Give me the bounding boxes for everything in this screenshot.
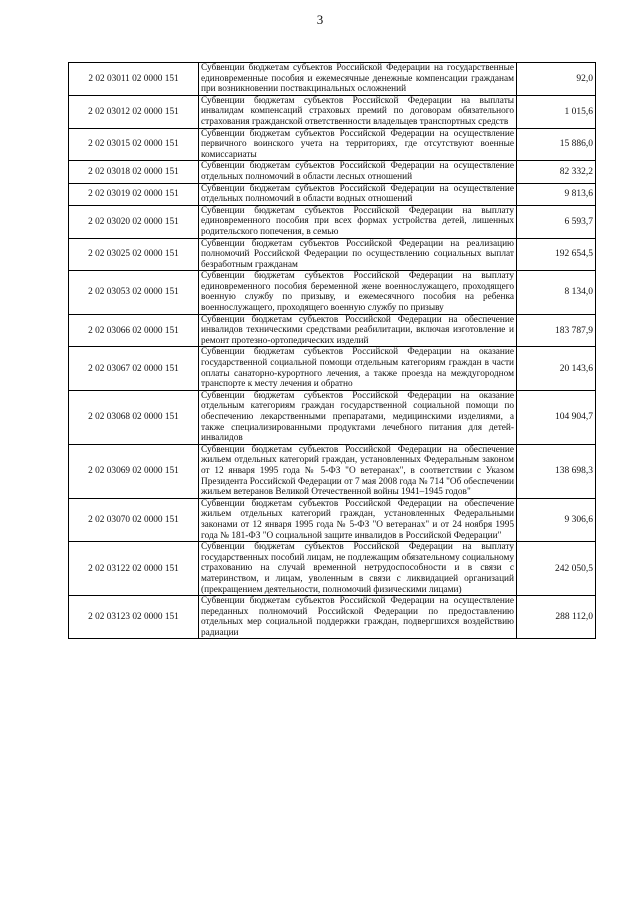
description-cell: Субвенции бюджетам субъектов Российской Федерации на обеспечение жильем отдельных категорий граждан, установленных Федеральными законами от 12 января 1995 года № 5-ФЗ "О ветеранах" и от 24 ноября 1995 года № 181-ФЗ "О социальной защите инвалидов в Российской Федерации" [199, 498, 517, 541]
table-row [69, 63, 596, 96]
revenue-code-cell: 2 02 03018 02 0000 151 [69, 161, 199, 183]
description-cell: Субвенции бюджетам субъектов Российской Федерации на оказание государственной социальной помощи отдельным категориям граждан в части оплаты санаторно-курортного лечения, а также проезда на междугородном транспорте к месту лечения и обратно [199, 347, 517, 390]
description-cell: Субвенции бюджетам субъектов Российской Федерации на осуществление отдельных полномочий в области водных отношений [199, 183, 517, 205]
table-body [69, 63, 596, 639]
revenue-code-cell: 2 02 03122 02 0000 151 [69, 542, 199, 596]
revenue-code-cell: 2 02 03011 02 0000 151 [69, 63, 199, 96]
amount-cell: 8 134,0 [517, 271, 596, 314]
revenue-code-cell: 2 02 03069 02 0000 151 [69, 444, 199, 498]
description-cell: Субвенции бюджетам субъектов Российской Федерации на обеспечение инвалидов техническими средствами реабилитации, включая изготовление и ремонт протезно-ортопедических изделий [199, 314, 517, 347]
table-row [69, 314, 596, 347]
table-row [69, 347, 596, 390]
table-row [69, 444, 596, 498]
amount-cell: 20 143,6 [517, 347, 596, 390]
table-row [69, 95, 596, 128]
amount-cell: 138 698,3 [517, 444, 596, 498]
table-row [69, 271, 596, 314]
description-cell: Субвенции бюджетам субъектов Российской Федерации на обеспечение жильем отдельных категорий граждан, установленных Федеральным законом от 12 января 1995 года № 5-ФЗ "О ветеранах", в соответствии с Указом Президента Российской Федерации от 7 мая 2008 года № 714 "Об обеспечении жильем ветеранов Великой Отечественной войны 1941–1945 годов" [199, 444, 517, 498]
amount-cell: 104 904,7 [517, 390, 596, 444]
amount-cell: 92,0 [517, 63, 596, 96]
amount-cell: 288 112,0 [517, 596, 596, 639]
amount-cell: 9 306,6 [517, 498, 596, 541]
table-row [69, 390, 596, 444]
amount-cell: 6 593,7 [517, 205, 596, 238]
amount-cell: 242 050,5 [517, 542, 596, 596]
amount-cell: 82 332,2 [517, 161, 596, 183]
description-cell: Субвенции бюджетам субъектов Российской Федерации на оказание отдельным категориям граждан государственной социальной помощи по обеспечению лекарственными препаратами, медицинскими изделиями, а также специализированными продуктами лечебного питания для детей-инвалидов [199, 390, 517, 444]
description-cell: Субвенции бюджетам субъектов Российской Федерации на государственные единовременные пособия и ежемесячные денежные компенсации гражданам при возникновении поствакцинальных осложнений [199, 63, 517, 96]
description-cell: Субвенции бюджетам субъектов Российской Федерации на осуществление отдельных полномочий в области лесных отношений [199, 161, 517, 183]
description-cell: Субвенции бюджетам субъектов Российской Федерации на выплату государственных пособий лицам, не подлежащим обязательному социальному страхованию на случай временной нетрудоспособности и в связи с материнством, и лицам, уволенным в связи с ликвидацией организаций (прекращением деятельности, полномочий физическими лицами) [199, 542, 517, 596]
budget-table [68, 62, 596, 639]
description-cell: Субвенции бюджетам субъектов Российской Федерации на осуществление переданных полномочий Российской Федерации по предоставлению отдельных мер социальной поддержки граждан, подвергшихся воздействию радиации [199, 596, 517, 639]
revenue-code-cell: 2 02 03015 02 0000 151 [69, 128, 199, 161]
table-row [69, 542, 596, 596]
description-cell: Субвенции бюджетам субъектов Российской Федерации на реализацию полномочий Российской Федерации по осуществлению социальных выплат безработным гражданам [199, 238, 517, 271]
revenue-code-cell: 2 02 03067 02 0000 151 [69, 347, 199, 390]
table-row [69, 498, 596, 541]
description-cell: Субвенции бюджетам субъектов Российской Федерации на выплату единовременного пособия при всех формах устройства детей, лишенных родительского попечения, в семью [199, 205, 517, 238]
table-row [69, 238, 596, 271]
description-cell: Субвенции бюджетам субъектов Российской Федерации на выплаты инвалидам компенсаций страховых премий по договорам обязательного страхования гражданской ответственности владельцев транспортных средств [199, 95, 517, 128]
table-row [69, 183, 596, 205]
revenue-code-cell: 2 02 03020 02 0000 151 [69, 205, 199, 238]
revenue-code-cell: 2 02 03025 02 0000 151 [69, 238, 199, 271]
amount-cell: 9 813,6 [517, 183, 596, 205]
table-row [69, 205, 596, 238]
table-row [69, 128, 596, 161]
amount-cell: 192 654,5 [517, 238, 596, 271]
description-cell: Субвенции бюджетам субъектов Российской Федерации на выплату единовременного пособия беременной жене военнослужащего, проходящего военную службу по призыву, и ежемесячного пособия на ребенка военнослужащего, проходящего военную службу по призыву [199, 271, 517, 314]
revenue-code-cell: 2 02 03070 02 0000 151 [69, 498, 199, 541]
description-cell: Субвенции бюджетам субъектов Российской Федерации на осуществление первичного воинского учета на территориях, где отсутствуют военные комиссариаты [199, 128, 517, 161]
revenue-code-cell: 2 02 03012 02 0000 151 [69, 95, 199, 128]
table-row [69, 596, 596, 639]
revenue-code-cell: 2 02 03066 02 0000 151 [69, 314, 199, 347]
revenue-code-cell: 2 02 03053 02 0000 151 [69, 271, 199, 314]
amount-cell: 15 886,0 [517, 128, 596, 161]
revenue-code-cell: 2 02 03068 02 0000 151 [69, 390, 199, 444]
amount-cell: 1 015,6 [517, 95, 596, 128]
revenue-code-cell: 2 02 03019 02 0000 151 [69, 183, 199, 205]
table-row [69, 161, 596, 183]
revenue-code-cell: 2 02 03123 02 0000 151 [69, 596, 199, 639]
page-number: 3 [316, 12, 324, 27]
amount-cell: 183 787,9 [517, 314, 596, 347]
